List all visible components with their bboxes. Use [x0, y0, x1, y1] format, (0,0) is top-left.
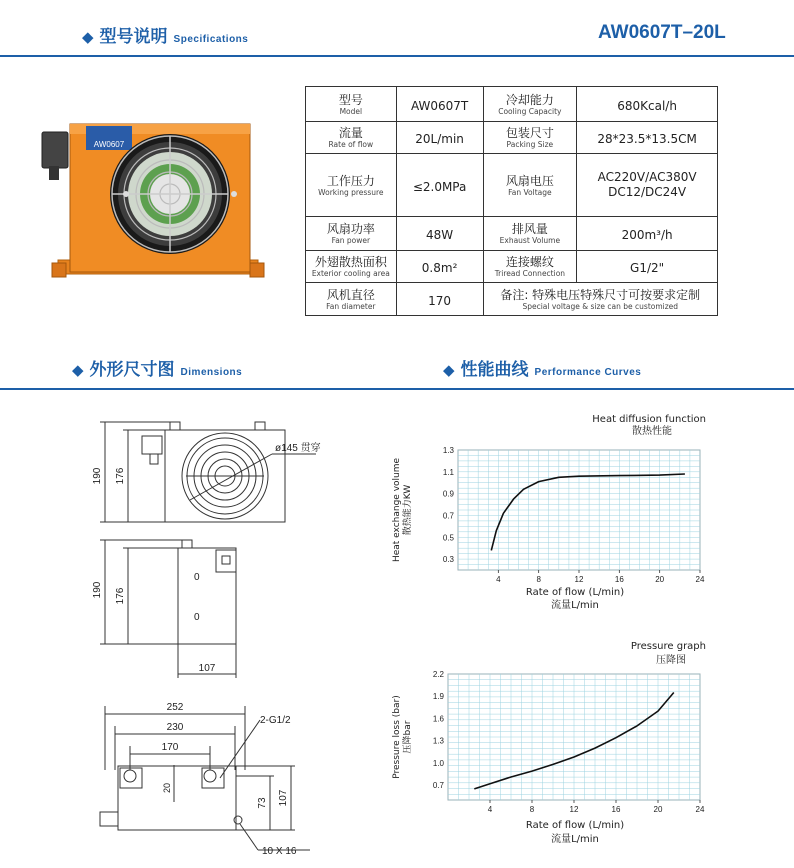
chart2-ytick-label: 1.6: [432, 714, 444, 724]
table-cell: 风扇功率 Fan power: [306, 217, 397, 251]
chart1-xtick-label: 16: [614, 575, 624, 584]
dimension-drawing: [90, 410, 320, 860]
chart2-xtick-label: 4: [487, 805, 493, 814]
chart2-ytick-label: 0.7: [432, 781, 444, 791]
dimensions-section-header: [72, 355, 242, 380]
chart1-xtick-label: 4: [496, 575, 501, 584]
table-cell: AC220V/AC380V DC12/DC24V: [577, 154, 718, 217]
chart2-plot: [388, 668, 718, 818]
chart2-subtitle: 压降图: [656, 655, 686, 666]
table-cell: 0.8m²: [396, 251, 483, 283]
fan-diameter-label: ø145 贯穿: [275, 443, 321, 454]
section-divider: [0, 388, 794, 390]
chart1-ylabel: Heat exchange volume: [392, 457, 402, 563]
chart2-xtick-label: 20: [653, 805, 663, 814]
chart2-ytick-label: 1.0: [432, 758, 444, 768]
chart1-ytick-label: 0.3: [442, 555, 454, 565]
chart2-xlabel: Rate of flow (L/min): [525, 820, 625, 831]
table-cell: ≤2.0MPa: [396, 154, 483, 217]
table-cell: 连接螺纹 Triread Connection: [483, 251, 577, 283]
dim-176-front: 176: [115, 467, 126, 485]
chart1-title: Heat diffusion function: [592, 414, 706, 425]
chart1-xtick-label: 20: [655, 575, 665, 584]
diamond-icon: ◆: [82, 29, 94, 46]
performance-section-header: [443, 355, 641, 380]
chart1-xtick-label: 12: [574, 575, 584, 584]
thread-label: 2-G1/2: [260, 715, 291, 726]
dim-252: 252: [166, 702, 184, 713]
dim-107-top: 107: [278, 789, 289, 807]
dim-170: 170: [161, 742, 179, 753]
chart2-ylabel: Pressure loss (bar): [392, 695, 402, 779]
chart1-xlabel-cn: 流量L/min: [551, 600, 599, 611]
slot-label: 10 X 16: [262, 846, 297, 857]
table-row: [306, 217, 718, 251]
chart2-title: Pressure graph: [630, 641, 706, 652]
table-cell: 工作压力 Working pressure: [306, 154, 397, 217]
chart1-ylabel-cn: 散热能力KW: [403, 484, 413, 536]
table-row: [306, 87, 718, 122]
table-cell: 流量 Rate of flow: [306, 122, 397, 154]
chart1-ytick-label: 1.3: [442, 446, 454, 455]
table-row: [306, 154, 718, 217]
chart1-subtitle: 散热性能: [632, 426, 672, 437]
chart1-plot: [388, 442, 718, 584]
chart2-xlabel-cn: 流量L/min: [551, 834, 599, 845]
chart1-ytick-label: 0.5: [442, 533, 454, 543]
spec-title-en: Specifications: [173, 34, 249, 45]
table-cell: 680Kcal/h: [577, 87, 718, 122]
side-mark-1: 0: [194, 572, 200, 583]
header-divider: [0, 55, 794, 57]
chart1-xtick-label: 8: [536, 575, 541, 584]
table-cell: 48W: [396, 217, 483, 251]
chart1-xlabel: Rate of flow (L/min): [525, 587, 625, 598]
chart2-ytick-label: 2.2: [432, 670, 444, 679]
table-cell: 28*23.5*13.5CM: [577, 122, 718, 154]
table-cell: 型号 Model: [306, 87, 397, 122]
table-cell: AW0607T: [396, 87, 483, 122]
table-cell: 170: [396, 283, 483, 316]
dim-73: 73: [257, 797, 268, 809]
diamond-icon: ◆: [72, 362, 84, 379]
dim-190-front: 190: [92, 467, 103, 485]
dim-176-side: 176: [115, 587, 126, 605]
dim-20: 20: [162, 782, 172, 794]
performance-title-en: Performance Curves: [534, 367, 642, 378]
dimensions-title-en: Dimensions: [180, 367, 243, 378]
dim-230: 230: [166, 722, 184, 733]
chart2-xtick-label: 12: [569, 805, 579, 814]
spec-title-cn: 型号说明: [99, 27, 168, 47]
table-cell: 200m³/h: [577, 217, 718, 251]
table-cell: 20L/min: [396, 122, 483, 154]
table-row: [306, 251, 718, 283]
dim-190-side: 190: [92, 581, 103, 599]
product-image: [40, 118, 275, 283]
chart1-xtick-label: 24: [695, 575, 705, 584]
performance-title-cn: 性能曲线: [460, 360, 529, 380]
table-row: [306, 122, 718, 154]
dimensions-title-cn: 外形尺寸图: [89, 360, 175, 380]
chart2-ylabel-cn: 压降bar: [403, 720, 413, 754]
table-row: [306, 283, 718, 316]
table-cell: G1/2": [577, 251, 718, 283]
model-title: AW0607T–20L: [598, 22, 726, 43]
chart1-ytick-label: 1.1: [442, 467, 454, 477]
table-note-cell: 备注: 特殊电压特殊尺寸可按要求定制 Special voltage & size can be customized: [483, 283, 717, 316]
chart2-xtick-label: 8: [529, 805, 535, 814]
product-label: AW0607: [93, 140, 125, 149]
table-cell: 风机直径 Fan diameter: [306, 283, 397, 316]
table-cell: 包装尺寸 Packing Size: [483, 122, 577, 154]
table-cell: 风扇电压 Fan Voltage: [483, 154, 577, 217]
chart2-xtick-label: 16: [611, 805, 621, 814]
spec-table: [305, 86, 718, 316]
chart1-ytick-label: 0.9: [442, 489, 454, 499]
side-mark-2: 0: [194, 612, 200, 623]
chart2-ytick-label: 1.3: [432, 736, 444, 746]
dim-107-side: 107: [198, 663, 216, 674]
diamond-icon: ◆: [443, 362, 455, 379]
table-cell: 排风量 Exhaust Volume: [483, 217, 577, 251]
chart1-ytick-label: 0.7: [442, 511, 454, 521]
table-cell: 冷却能力 Cooling Capacity: [483, 87, 577, 122]
table-cell: 外翅散热面积 Exterior cooling area: [306, 251, 397, 283]
spec-section-header: [82, 22, 248, 47]
chart2-ytick-label: 1.9: [432, 692, 444, 702]
chart2-xtick-label: 24: [695, 805, 705, 814]
